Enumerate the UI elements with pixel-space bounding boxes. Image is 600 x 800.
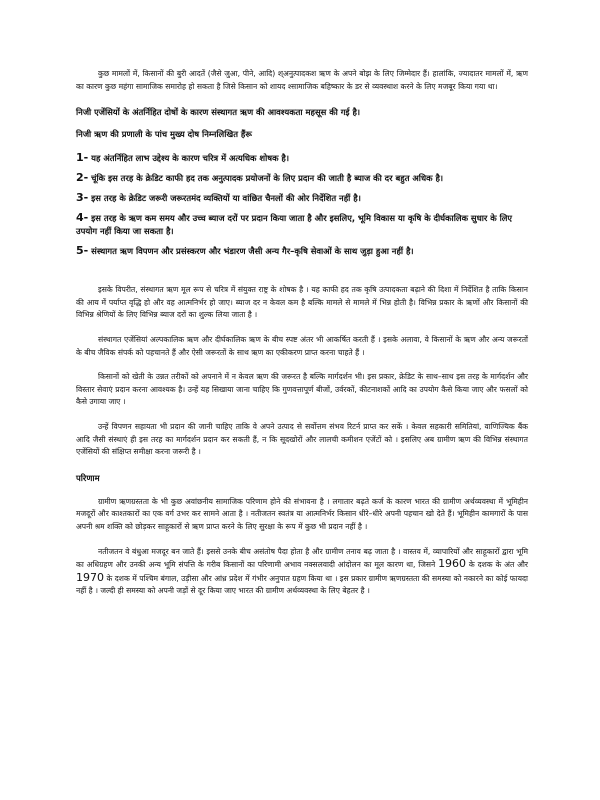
list-number: 1- — [76, 151, 89, 165]
list-text: इस तरह के क्रेडिट जरूरी जरूरतमंद व्यक्तियों या वांछित चैनलों की ओर निर्देशित नहीं है। — [91, 193, 361, 204]
list-number: 2- — [76, 171, 89, 185]
list-text: चूंकि इस तरह के क्रेडिट काफी हद तक अनुत्पादक प्रयोजनों के लिए प्रदान की जाती है ब्याज की दर बहुत अधिक है। — [91, 173, 444, 184]
defects-list — [76, 151, 528, 258]
bold-statement: निजी एजेंसियों के अंतर्निहित दोषों के कारण संस्थागत ऋण की आवश्यकता महसूस की गई है। — [76, 107, 361, 118]
body-paragraph: उन्हें विपणन सहायता भी प्रदान की जानी चाहिए ताकि वे अपने उत्पाद से सर्वोत्तम संभव रिटर्न प्राप्त कर सकें । केवल सहकारी समितियां, वाणिज्यिक बैंक आदि जैसी संस्थाएं ही इस तरह का मार्गदर्शन प्रदान कर सकती हैं, न कि सूदखोरों और लालची कमीशन एजेंटों को । इसलिए अब ग्रामीण ऋण की विभिन्न संस्थागत एजेंसियों की संक्षिप्त समीक्षा करना जरूरी है । — [76, 421, 528, 457]
list-number: 3- — [76, 191, 89, 205]
list-item — [76, 211, 528, 238]
result-paragraph: ग्रामीण ऋणग्रस्तता के भी कुछ अवांछनीय सामाजिक परिणाम होने की संभावना है । लगातार बढ़ते कर्ज के कारण भारत की ग्रामीण अर्थव्यवस्था में भूमिहीन मजदूरों और काश्तकारों का एक वर्ग उभर कर सामने आता है । नतीजतन स्वतंत्र या आत्मनिर्भर किसान धीरे–धीरे अपनी पहचान खो देते हैं। भूमिहीन कामगारों के पास अपनी श्रम शक्ति को छोड़कर साहूकारों से ऋण प्राप्त करने के लिए सुरक्षा के रूप में कुछ भी प्रदान नहीं है । — [76, 496, 528, 531]
result-text: नतीजतन वे बंधुआ मजदूर बन जाते हैं। इससे उनके बीच असंतोष पैदा होता है और ग्रामीण तनाव बढ़ जाता है । वास्तव में, व्यापारियों और साहूकारों द्वारा भूमि का अधिग्रहण और उनकी अन्य भूमि संपत्ति के गरीब किसानों का परिणामी अभाव नक्सलवादी आंदोलन का मूल कारण था, जिसने — [76, 546, 528, 570]
year-1960: 1960 — [438, 557, 467, 571]
list-item — [76, 244, 528, 258]
list-text: संस्थागत ऋण विपणन और प्रसंस्करण और भंडारण जैसी अन्य गैर–कृषि सेवाओं के साथ जुड़ा हुआ नहीं है। — [91, 246, 414, 257]
list-item — [76, 191, 528, 205]
result-text: के दशक के अंत और — [466, 560, 529, 570]
list-number: 5- — [76, 244, 89, 258]
result-paragraph — [76, 546, 528, 598]
body-paragraph: किसानों को खेती के उन्नत तरीकों को अपनाने में न केवल ऋण की जरूरत है बल्कि मार्गदर्शन भी। इस प्रकार, क्रेडिट के साथ–साथ इस तरह के मार्गदर्शन और विस्तार सेवाएं प्रदान करना आवश्यक है। उन्हें यह सिखाया जाना चाहिए कि गुणवत्तापूर्ण बीजों, उर्वरकों, कीटनाशकों आदि का उपयोग कैसे किया जाए और फसलों को कैसे उगाया जाए । — [76, 372, 529, 407]
result-text: के दशक में पश्चिम बंगाल, उड़ीसा और आंध्र प्रदेश में गंभीर अनुपात ग्रहण किया था । इस प्रकार ग्रामीण ऋणग्रस्तता की समस्या को नकारने का कोई फायदा नहीं है । जल्दी ही समस्या को अपनी जड़ों से दूर किया जाए भारत की ग्रामीण अर्थव्यवस्था के लिए बेहतर है । — [76, 573, 528, 596]
list-text: यह अंतर्निहित लाभ उद्देश्य के कारण चरित्र में अत्यधिक शोषक है। — [91, 153, 290, 164]
section-heading: परिणाम — [76, 472, 100, 483]
list-item — [76, 151, 528, 165]
list-text: इस तरह के ऋण कम समय और उच्च ब्याज दरों पर प्रदान किया जाता है और इसलिए, भूमि विकास या कृषि के दीर्घकालिक सुधार के लिए उपयोग नहीं किया जा सकता है। — [76, 213, 513, 237]
list-number: 4- — [76, 211, 89, 225]
intro-paragraph: कुछ मामलों में, किसानों की बुरी आदतें (जैसे जुआ, पीने, आदि) श्अनुत्पादकश ऋण के अपने बोझ के लिए जिम्मेदार हैं। हालांकि, ज्यादातर मामलों में, ऋण का कारण कुछ महंगा सामाजिक समारोह हो सकता है जिसे किसान को शायद श्सामाजिक बहिष्कार के डर से व्यवस्थाश करने के लिए मजबूर किया गया था। — [76, 69, 528, 91]
body-paragraph: संस्थागत एजेंसियां अल्पकालिक ऋण और दीर्घकालिक ऋण के बीच स्पष्ट अंतर भी आकर्षित करती हैं । इसके अलावा, वे किसानों के ऋण और अन्य जरूरतों के बीच जैविक संपर्क को पहचानते हैं और ऐसी जरूरतों के साथ ऋण का एकीकरण प्राप्त करना चाहते हैं । — [76, 334, 528, 357]
list-item — [76, 171, 528, 185]
body-paragraph: इसके विपरीत, संस्थागत ऋण मूल रूप से चरित्र में संयुक्त राष्ट्र के शोषक है । यह काफी हद तक कृषि उत्पादकता बढ़ाने की दिशा में निर्देशित है ताकि किसान की आय में पर्याप्त वृद्धि हो और वह आत्मनिर्भर हो जाए। ब्याज दर न केवल कम है बल्कि मामले से मामले में भिन्न होती है। विभिन्न प्रकार के ऋणों और किसानों की विभिन्न श्रेणियों के लिए विभिन्न ब्याज दरों का शुल्क लिया जाता है । — [76, 285, 528, 320]
defects-intro: निजी ऋण की प्रणाली के पांच मुख्य दोष निम्नलिखित हैंरू — [76, 129, 252, 140]
year-1970: 1970 — [76, 570, 104, 584]
